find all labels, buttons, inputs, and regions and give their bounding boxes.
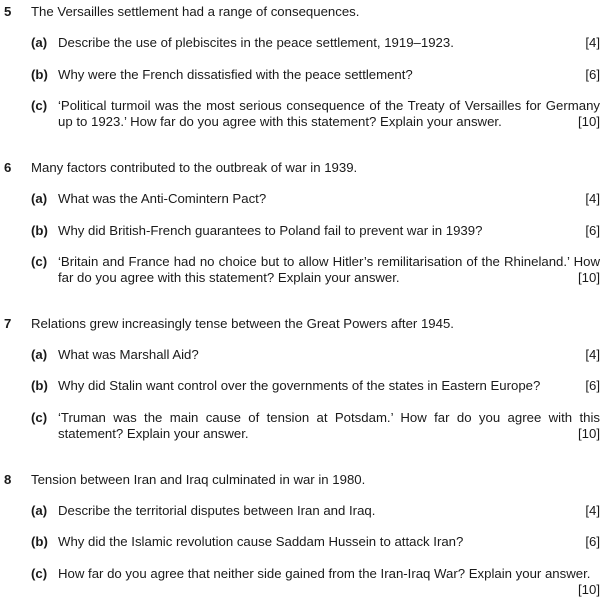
part-text: What was the Anti-Comintern Pact? — [58, 191, 267, 206]
part-text: Describe the use of plebiscites in the peace settlement, 1919–1923. — [58, 35, 454, 50]
question-number: 8 — [4, 472, 12, 487]
part-label: (b) — [31, 378, 48, 393]
part-text: What was Marshall Aid? — [58, 347, 199, 362]
part-label: (c) — [31, 410, 48, 425]
part-marks: [10] — [578, 114, 600, 129]
part-text-line1: How far do you agree that neither side gained from the Iran-Iraq War? Explain your answer. — [58, 566, 591, 581]
part-text: Why did Stalin want control over the governments of the states in Eastern Europe? — [58, 378, 541, 393]
part-text-line1: ‘Britain and France had no choice but to allow Hitler’s remilitarisation of the Rhineland.’ How — [58, 254, 600, 269]
question-number: 6 — [4, 160, 12, 175]
part-label: (b) — [31, 534, 48, 549]
question-stem: Tension between Iran and Iraq culminated in war in 1980. — [31, 472, 366, 487]
part-text: Why did British-French guarantees to Poland fail to prevent war in 1939? — [58, 223, 483, 238]
part-marks: [4] — [585, 347, 600, 362]
part-text-line1: ‘Political turmoil was the most serious consequence of the Treaty of Versailles for Germany — [58, 98, 600, 113]
part-label: (a) — [31, 35, 48, 50]
part-marks: [6] — [585, 223, 600, 238]
part-label: (c) — [31, 98, 48, 113]
part-label: (c) — [31, 566, 48, 581]
question-stem: Many factors contributed to the outbreak of war in 1939. — [31, 160, 358, 175]
part-text: Describe the territorial disputes between Iran and Iraq. — [58, 503, 376, 518]
part-marks: [6] — [585, 67, 600, 82]
part-label: (a) — [31, 503, 48, 518]
part-text-line2: statement? Explain your answer. — [58, 426, 249, 441]
part-marks: [4] — [585, 35, 600, 50]
question-number: 7 — [4, 316, 12, 331]
part-label: (b) — [31, 223, 48, 238]
part-text: Why did the Islamic revolution cause Saddam Hussein to attack Iran? — [58, 534, 464, 549]
part-label: (a) — [31, 347, 48, 362]
question-stem: Relations grew increasingly tense between the Great Powers after 1945. — [31, 316, 454, 331]
part-label: (c) — [31, 254, 48, 269]
part-marks: [10] — [578, 426, 600, 441]
part-text: Why were the French dissatisfied with the peace settlement? — [58, 67, 413, 82]
part-marks: [10] — [578, 270, 600, 285]
part-marks: [6] — [585, 378, 600, 393]
part-text-line1: ‘Truman was the main cause of tension at Potsdam.’ How far do you agree with this — [58, 410, 600, 425]
part-marks: [6] — [585, 534, 600, 549]
part-text-line2: far do you agree with this statement? Explain your answer. — [58, 270, 400, 285]
part-label: (a) — [31, 191, 48, 206]
part-marks: [4] — [585, 503, 600, 518]
question-number: 5 — [4, 4, 12, 19]
part-label: (b) — [31, 67, 48, 82]
part-text-line2: up to 1923.’ How far do you agree with this statement? Explain your answer. — [58, 114, 502, 129]
question-stem: The Versailles settlement had a range of consequences. — [31, 4, 360, 19]
part-marks: [4] — [585, 191, 600, 206]
part-marks: [10] — [578, 582, 600, 597]
